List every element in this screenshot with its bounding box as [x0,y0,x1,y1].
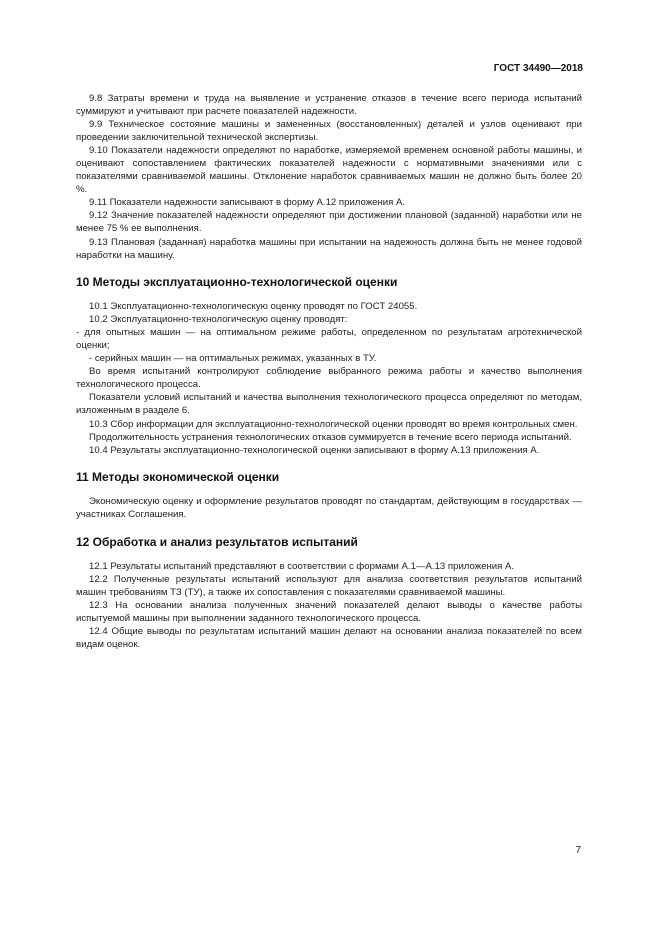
paragraph-10-4: 10.4 Результаты эксплуатационно-технологической оценки записывают в форму А.13 приложения А. [89,444,540,456]
paragraph-10-2: 10.2 Эксплуатационно-технологическую оценку проводят: [89,314,348,326]
section-12-heading: 12 Обработка и анализ результатов испытаний [76,534,358,549]
section-11-heading: 11 Методы экономической оценки [76,470,280,485]
section-10-heading: 10 Методы эксплуатационно-технологической оценки [76,275,398,290]
paragraph-9-12: 9.12 Значение показателей надежности определяют при достижении плановой (заданной) наработки или не менее 75 % ее выполнения. [76,210,582,235]
paragraph-10-3-duration: Продолжительность устранения технологических отказов суммируется в течение всего периода испытаний. [89,431,572,443]
paragraph-9-11: 9.11 Показатели надежности записывают в форму А.12 приложения А. [89,197,406,209]
paragraph-9-13: 9.13 Плановая (заданная) наработка машины при испытании на надежность должна быть не менее годовой наработки на машину. [76,236,582,261]
paragraph-12-3: 12.3 На основании анализа полученных значений показателей делают выводы о качестве работы испытуемой машины при выполнении заданного технологического процесса. [76,599,582,624]
paragraph-12-2: 12.2 Полученные результаты испытаний используют для анализа соответствия результатов испытаний машин требованиям ТЗ (ТУ), а также их сопоставления с показателями сравниваемой машины. [76,573,582,598]
paragraph-12-4: 12.4 Общие выводы по результатам испытаний машин делают на основании анализа показателей по всем видам оценок. [76,626,582,651]
paragraph-9-9: 9.9 Техническое состояние машины и замененных (восстановленных) деталей и узлов оценивают при проведении заключительной технической экспертизы. [76,119,582,144]
page-number: 7 [575,845,581,856]
paragraph-10-1: 10.1 Эксплуатационно-технологическую оценку проводят по ГОСТ 24055. [89,301,418,313]
list-item-serial-machines: - серийных машин — на оптимальных режимах, указанных в ТУ. [89,353,377,365]
paragraph-10-2-control: Во время испытаний контролируют соблюдение выбранного режима работы и качество выполнения технологического процесса. [76,366,582,391]
paragraph-9-8: 9.8 Затраты времени и труда на выявление и устранение отказов в течение всего периода испытаний суммируют и учитывают при расчете показателей надежности. [76,93,582,118]
page-content [76,92,582,651]
paragraph-9-10: 9.10 Показатели надежности определяют по наработке, измеряемой временем основной работы машины, и оценивают сопоставлением фактических показателей надежности с нормативными значениями или с показателями сравниваемой машины. Отклонение наработок сравниваемых машин не должно быть более 20 %. [76,145,582,196]
list-item-prototype-machines: - для опытных машин — на оптимальном режиме работы, определенном по результатам агротехнической оценки; [76,327,582,352]
paragraph-12-1: 12.1 Результаты испытаний представляют в соответствии с формами А.1—А.13 приложения А. [89,560,515,572]
section-9-continued [76,92,582,262]
section-11 [76,495,582,521]
paragraph-10-2-indicators: Показатели условий испытаний и качества выполнения технологического процесса определяют по методам, изложенным в разделе 6. [76,392,582,417]
section-12 [76,560,582,651]
paragraph-11-1: Экономическую оценку и оформление результатов проводят по стандартам, действующим в государствах — участниках Соглашения. [76,496,582,521]
document-code-header: ГОСТ 34490—2018 [493,63,583,74]
section-10 [76,300,582,457]
paragraph-10-3: 10.3 Сбор информации для эксплуатационно-технологической оценки проводят во время контрольных смен. [89,418,578,430]
